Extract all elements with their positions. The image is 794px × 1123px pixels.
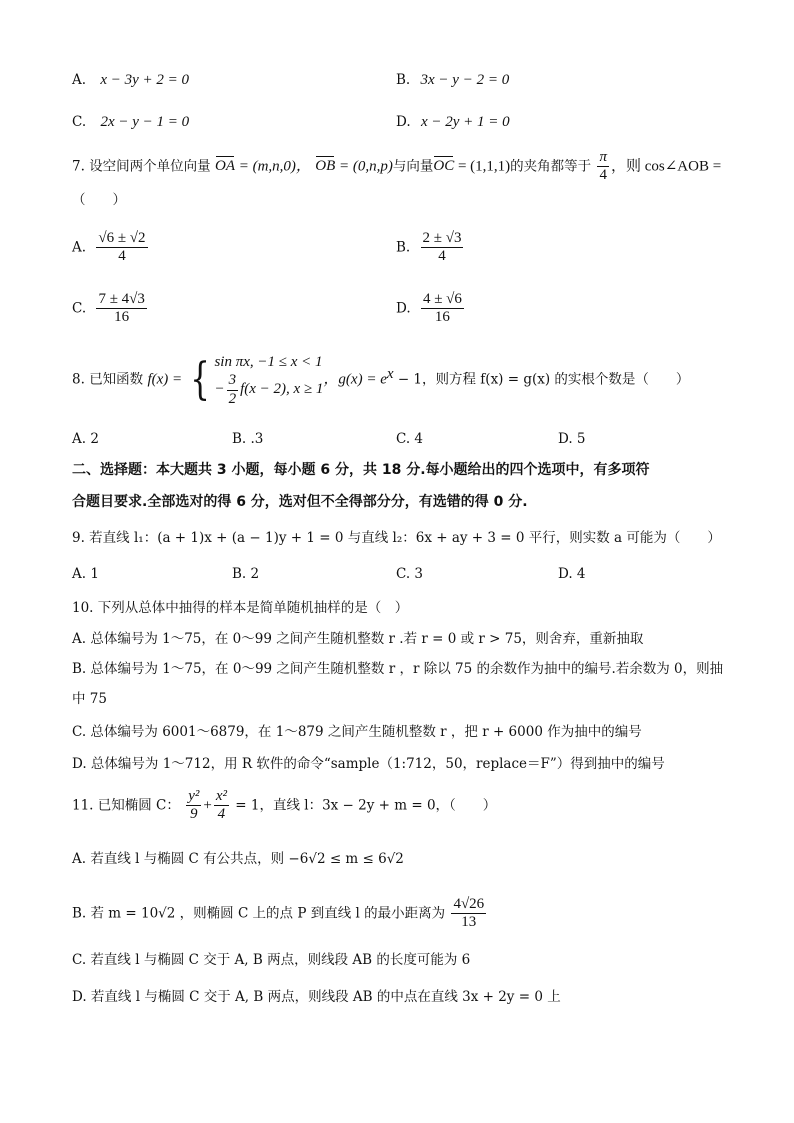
frac-den: 4	[599, 167, 607, 184]
option-a: A. 1	[72, 566, 99, 582]
q8-stem	[72, 352, 689, 408]
x2-over-4	[214, 788, 229, 824]
q10-option-c: C. 总体编号为 6001～6879，在 1～879 之间产生随机整数 r ，把 r + 6000 作为抽中的编号	[72, 724, 642, 740]
q7-option-d	[396, 291, 466, 327]
vector-oc-value: = (1,1,1)	[454, 158, 511, 175]
q7-text: 设空间两个单位向量	[89, 158, 211, 175]
q9-stem: 9. 若直线 l₁：(a + 1)x + (a − 1)y + 1 = 0 与直线 l₂：6x + ay + 3 = 0 平行，则实数 a 可能为（ ）	[72, 530, 721, 546]
vector-ob: OB	[315, 158, 336, 175]
option-label: A.	[72, 72, 87, 88]
option-b: B. .3	[232, 431, 264, 447]
piecewise-cases	[214, 352, 323, 408]
option-fraction	[96, 230, 147, 266]
frac-num: 3	[227, 372, 239, 390]
pi-over-4	[597, 149, 609, 185]
q11-option-a: A. 若直线 l 与椭圆 C 有公共点，则 −6√2 ≤ m ≤ 6√2	[72, 851, 404, 867]
q7-stem	[72, 149, 721, 185]
case-1: sin πx, −1 ≤ x < 1	[214, 354, 323, 370]
option-label: B.	[396, 72, 411, 88]
option-a: A. 2	[72, 431, 99, 447]
vector-oc: OC	[433, 158, 455, 175]
frac-den: 16	[114, 309, 130, 326]
q10-option-b-line-2: 中 75	[72, 691, 107, 707]
q8-text: 已知函数	[89, 371, 144, 388]
option-label: C.	[72, 114, 87, 130]
frac-num: x²	[214, 788, 229, 806]
q10-stem: 10. 下列从总体中抽得的样本是简单随机抽样的是（ ）	[72, 600, 409, 616]
exponent: x	[386, 365, 394, 382]
frac-den: 2	[228, 390, 237, 407]
option-c: C. 4	[396, 431, 424, 447]
case-2-sign: −	[214, 381, 225, 398]
q6-option-b	[396, 71, 509, 90]
case-2	[214, 372, 323, 408]
q7-paren: （ ）	[72, 192, 126, 208]
q11-text: 11. 已知椭圆 C：	[72, 797, 180, 814]
q8-text: − 1，则方程 f(x) = g(x) 的实根个数是（ ）	[393, 371, 690, 388]
frac-num: √6 ± √2	[96, 230, 147, 248]
option-fraction	[96, 291, 146, 327]
option-equation: 3x − y − 2 = 0	[420, 72, 510, 88]
option-label: D.	[396, 114, 411, 130]
q7-text: 的夹角都等于	[510, 158, 592, 175]
q7-text: ，则 cos∠AOB =	[610, 158, 722, 175]
vector-ob-value: = (0,n,p)	[335, 158, 393, 175]
option-fraction	[421, 230, 464, 266]
q7-option-b	[396, 230, 465, 266]
option-d: D. 4	[558, 566, 586, 582]
vector-oa: OA	[214, 158, 235, 175]
q6-option-c	[72, 113, 189, 132]
option-label: A.	[72, 239, 87, 256]
question-number: 7.	[72, 158, 85, 175]
frac-den: 4	[118, 248, 126, 265]
brace-icon: {	[190, 353, 211, 405]
q10-option-d: D. 总体编号为 1～712，用 R 软件的命令“sample（1:712，50，replace＝F”）得到抽中的编号	[72, 756, 665, 772]
q7-option-a	[72, 230, 150, 266]
frac-num: 7 ± 4√3	[96, 291, 146, 309]
option-label: B.	[396, 239, 411, 256]
case-2-expr: f(x − 2), x ≥ 1	[240, 381, 324, 398]
q10-option-a: A. 总体编号为 1～75，在 0～99 之间产生随机整数 r .若 r = 0 或 r > 75，则舍弃，重新抽取	[72, 631, 644, 647]
q11-stem	[72, 788, 496, 824]
option-d: D. 5	[558, 431, 586, 447]
distance-fraction	[451, 896, 486, 932]
section-heading-line-1: 二、选择题：本大题共 3 小题，每小题 6 分，共 18 分.每小题给出的四个选项中，有多项符	[72, 462, 650, 478]
option-b: B. 2	[232, 566, 260, 582]
option-equation: x − 2y + 1 = 0	[420, 114, 510, 130]
function-f: f(x) =	[147, 371, 183, 388]
plus-sign: +	[203, 797, 212, 814]
option-c: C. 3	[396, 566, 424, 582]
frac-num: 4 ± √6	[421, 291, 464, 309]
q11-option-c: C. 若直线 l 与椭圆 C 交于 A, B 两点，则线段 AB 的长度可能为 6	[72, 952, 471, 968]
q10-option-b-line-1: B. 总体编号为 1～75，在 0～99 之间产生随机整数 r ，r 除以 75 的余数作为抽中的编号.若余数为 0，则抽	[72, 661, 724, 677]
q6-option-a	[72, 71, 189, 90]
option-label: C.	[72, 300, 87, 317]
frac-den: 4	[438, 248, 446, 265]
q7-text: 与向量	[392, 158, 434, 175]
frac-den: 13	[461, 914, 477, 931]
case-2-fraction	[227, 372, 239, 408]
frac-num: y²	[186, 788, 201, 806]
y2-over-9	[186, 788, 201, 824]
option-label: D.	[396, 300, 411, 317]
frac-num: π	[597, 149, 609, 167]
q11-text: = 1，直线 l：3x − 2y + m = 0，（ ）	[235, 797, 497, 814]
option-equation: 2x − y − 1 = 0	[100, 114, 190, 130]
q7-option-c	[72, 291, 149, 327]
q11-option-b	[72, 896, 488, 932]
section-heading-line-2: 合题目要求.全部选对的得 6 分，选对但不全得部分分，有选错的得 0 分.	[72, 494, 528, 510]
q11-option-d: D. 若直线 l 与椭圆 C 交于 A, B 两点，则线段 AB 的中点在直线 3x + 2y = 0 上	[72, 989, 561, 1005]
frac-num: 4√26	[451, 896, 486, 914]
option-equation: x − 3y + 2 = 0	[100, 72, 190, 88]
vector-oa-value: = (m,n,0)，	[234, 158, 311, 175]
frac-num: 2 ± √3	[421, 230, 464, 248]
q11-b-text: B. 若 m = 10√2 ，则椭圆 C 上的点 P 到直线 l 的最小距离为	[72, 905, 446, 922]
option-fraction	[421, 291, 464, 327]
frac-den: 4	[217, 806, 226, 823]
question-number: 8.	[72, 371, 85, 388]
frac-den: 9	[190, 806, 198, 823]
frac-den: 16	[434, 309, 450, 326]
q6-option-d	[396, 113, 510, 132]
function-g: ，g(x) = e	[323, 371, 387, 388]
